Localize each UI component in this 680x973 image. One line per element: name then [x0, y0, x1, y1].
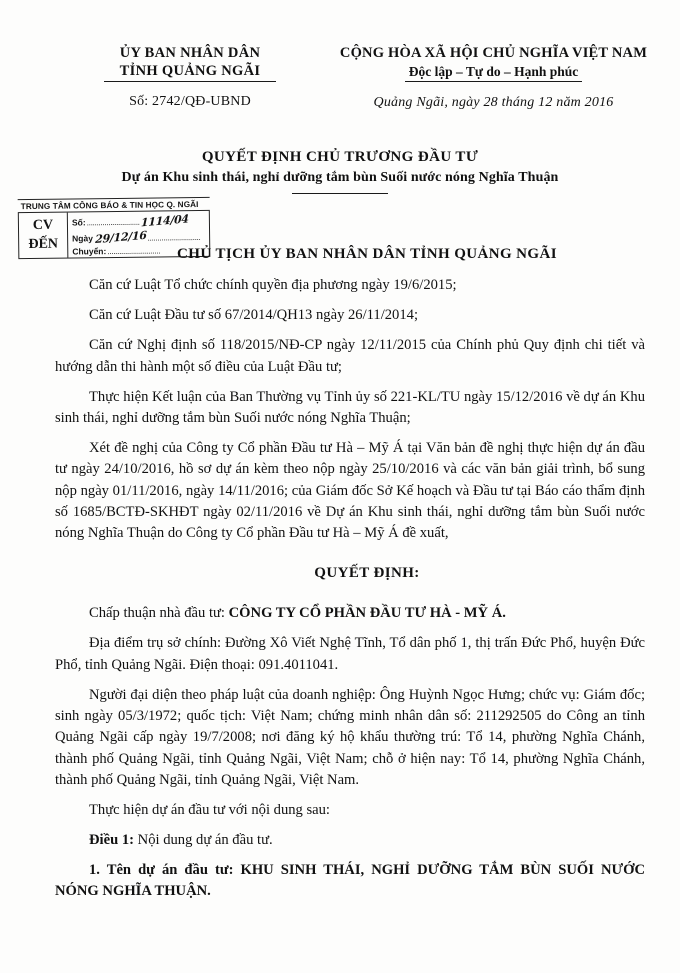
- document-header: [0, 44, 680, 111]
- stamp-ngay-dots: ...........................: [147, 231, 201, 243]
- document-number: Số: 2742/QĐ-UBND: [129, 94, 251, 110]
- stamp-chuyen-label: Chuyển:: [72, 246, 107, 257]
- stamp-so-value: 1114/04: [140, 212, 189, 230]
- title-divider: [292, 193, 388, 194]
- head-office-address: Địa điểm trụ sở chính: Đường Xô Viết Nghệ Tĩnh, Tổ dân phố 1, thị trấn Đức Phổ, huyện Đức Phổ, tỉnh Quảng Ngãi. Điện thoại: 091.4011041.: [55, 635, 645, 673]
- authority-line: CHỦ TỊCH ỦY BAN NHÂN DÂN TỈNH QUẢNG NGÃI: [177, 246, 557, 262]
- article-1-text: Nội dung dự án đầu tư.: [137, 831, 273, 848]
- project-name-item: [55, 860, 645, 903]
- stamp-cv-line1: CV: [32, 217, 54, 233]
- organization-name: [55, 44, 325, 82]
- stamp-office-name: TRUNG TÂM CÔNG BÁO & TIN HỌC Q. NGÃI: [18, 197, 210, 212]
- national-motto: Độc lập – Tự do – Hạnh phúc: [405, 64, 583, 82]
- investor-label: Chấp thuận nhà đầu tư:: [89, 605, 229, 622]
- article-1: [55, 830, 645, 851]
- organization-line-2: TỈNH QUẢNG NGÃI: [104, 62, 277, 82]
- legal-basis-5: Xét đề nghị của Công ty Cổ phần Đầu tư Hà – Mỹ Á tại Văn bản đề nghị thực hiện dự án đầu tư ngày 24/10/2016, hồ sơ dự án kèm theo nộp ngày 25/10/2016 và các văn bản giải trình, bổ sung nộp ngày 01/11/2016, ngày 14/11/2016; của Giám đốc Sở Kế hoạch và Đầu tư tại Báo cáo thẩm định số 1685/BCTĐ-SKHĐT ngày 02/11/2016 về Dự án Khu sinh thái, nghỉ dưỡng tắm bùn Suối nước nóng Nghĩa Thuận do Công ty Cổ phần Đầu tư Hà – Mỹ Á đề xuất,: [55, 439, 645, 542]
- article-1-label: Điều 1:: [89, 831, 138, 848]
- stamp-row-so: [72, 213, 206, 230]
- investor-name: CÔNG TY CỔ PHẦN ĐẦU TƯ HÀ - MỸ Á.: [228, 605, 506, 622]
- stamp-chuyen-dots: ...........................: [107, 245, 161, 257]
- document-title-block: [0, 149, 680, 194]
- legal-basis-4: Thực hiện Kết luận của Ban Thường vụ Tỉnh ủy số 221-KL/TU ngày 15/12/2016 về dự án Khu sinh thái, nghỉ dưỡng tắm bùn Suối nước nóng Nghĩa Thuận;: [55, 388, 645, 426]
- nation-name: CỘNG HÒA XÃ HỘI CHỦ NGHĨA VIỆT NAM: [339, 45, 648, 61]
- page-subtitle: Dự án Khu sinh thái, nghỉ dưỡng tắm bùn Suối nước nóng Nghĩa Thuận: [121, 170, 559, 185]
- national-heading-block: [325, 44, 680, 111]
- page-title: QUYẾT ĐỊNH CHỦ TRƯƠNG ĐẦU TƯ: [201, 149, 479, 165]
- legal-basis-1: Căn cứ Luật Tổ chức chính quyền địa phương ngày 19/6/2015;: [89, 277, 457, 294]
- place-and-date: Quảng Ngãi, ngày 28 tháng 12 năm 2016: [373, 94, 614, 110]
- legal-representative: Người đại diện theo pháp luật của doanh nghiệp: Ông Huỳnh Ngọc Hưng; chức vụ: Giám đốc; sinh ngày 05/3/1972; quốc tịch: Việt Nam; chứng minh nhân dân số: 211292505 do Công an tỉnh Quảng Ngãi cấp ngày 19/7/2008; nơi đăng ký hộ khẩu thường trú: Tổ 14, phường Nghĩa Chánh, thành phố Quảng Ngãi, tỉnh Quảng Ngãi, Việt Nam; chỗ ở hiện nay: Tổ 14, phường Nghĩa Chánh, thành phố Quảng Ngãi, tỉnh Quảng Ngãi, Việt Nam.: [55, 686, 645, 789]
- issuing-authority-block: [55, 44, 325, 111]
- stamp-cv-line2: ĐẾN: [28, 236, 59, 252]
- investor-approval: [55, 603, 645, 624]
- project-name-value: KHU SINH THÁI, NGHỈ DƯỠNG TẮM BÙN SUỐI NƯỚC NÓNG NGHĨA THUẬN.: [55, 861, 645, 900]
- implementation-line: Thực hiện dự án đầu tư với nội dung sau:: [89, 802, 330, 819]
- organization-line-1: ỦY BAN NHÂN DÂN: [119, 45, 261, 61]
- stamp-ngay-value: 29/12/16: [94, 228, 147, 246]
- legal-basis-3: Căn cứ Nghị định số 118/2015/NĐ-CP ngày 12/11/2015 của Chính phủ Quy định chi tiết và hướng dẫn thi hành một số điều của Luật Đầu tư;: [55, 337, 645, 375]
- stamp-so-label: Số:: [71, 217, 86, 228]
- legal-basis-2: Căn cứ Luật Đầu tư số 67/2014/QH13 ngày 26/11/2014;: [89, 307, 419, 324]
- stamp-ngay-label: Ngày: [72, 232, 93, 244]
- stamp-so-dots: ...........................: [86, 216, 140, 228]
- decision-heading: QUYẾT ĐỊNH:: [314, 564, 420, 581]
- project-name-label: 1. Tên dự án đầu tư:: [89, 861, 241, 878]
